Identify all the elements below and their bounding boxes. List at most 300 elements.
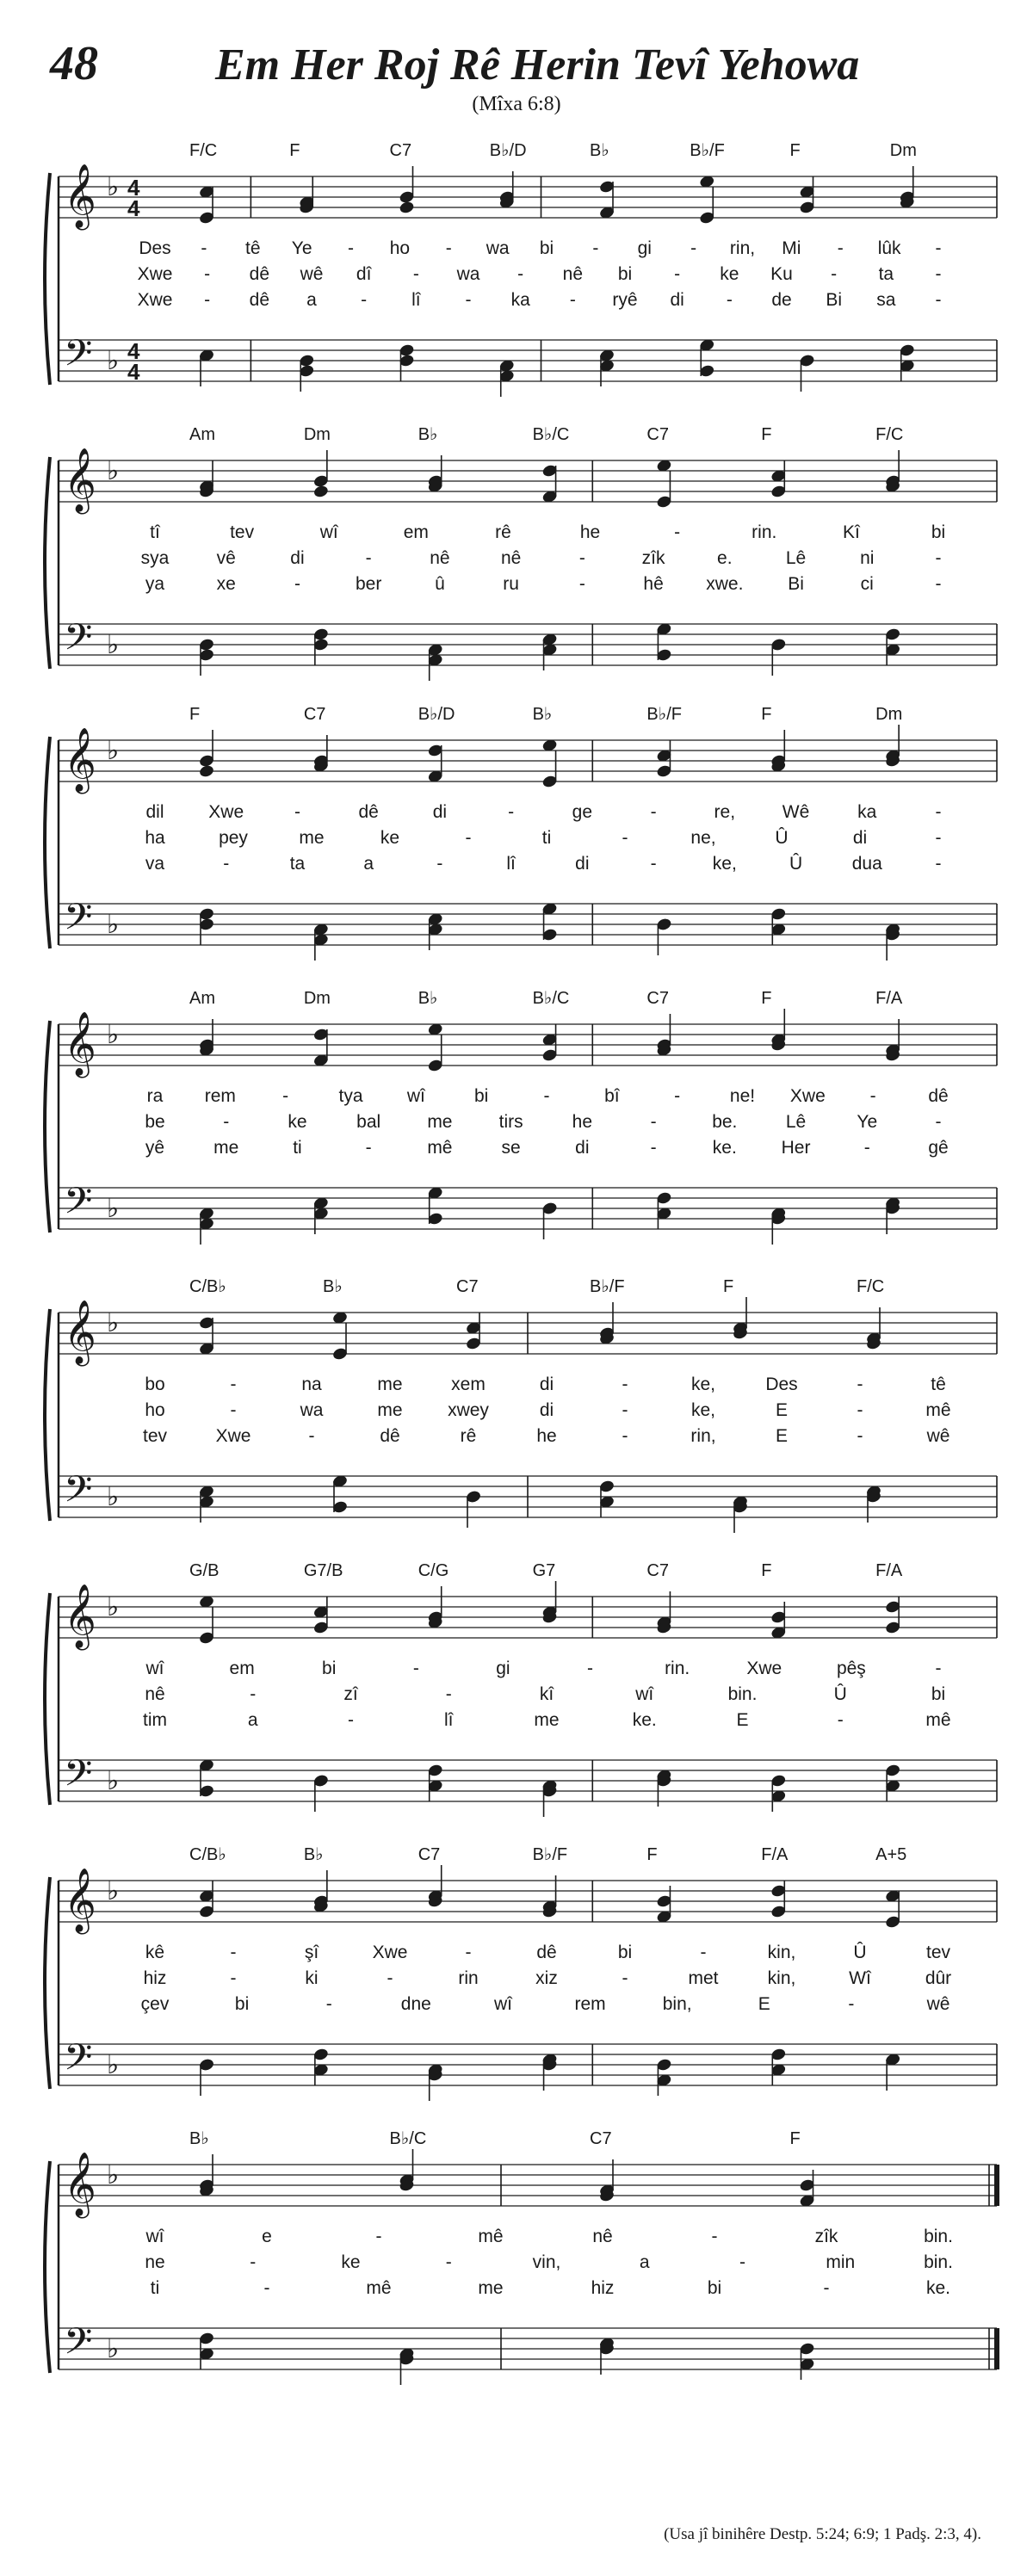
- chord-symbol: B♭/D: [489, 141, 527, 160]
- lyric-syllable-verse-2: ne: [145, 2252, 165, 2272]
- lyric-syllable-verse-1: -: [690, 238, 697, 258]
- lyric-syllable-verse-1: bî: [604, 1086, 620, 1106]
- lyric-syllable-verse-3: ti: [150, 2278, 160, 2298]
- chord-symbol: F: [761, 989, 772, 1008]
- treble-note-head: [312, 485, 329, 499]
- lyric-syllable-verse-2: a: [639, 2252, 650, 2272]
- chord-symbol: B♭/F: [532, 1845, 568, 1864]
- lyric-syllable-verse-2: Û: [833, 1684, 847, 1704]
- lyric-syllable-verse-3: -: [263, 2278, 270, 2298]
- lyric-syllable-verse-2: wa: [300, 1400, 324, 1420]
- chord-symbol: B♭/F: [590, 1277, 625, 1296]
- lyric-syllable-verse-2: bin.: [727, 1684, 758, 1704]
- lyric-syllable-verse-2: ha: [145, 828, 165, 848]
- lyric-syllable-verse-3: -: [837, 1710, 844, 1730]
- lyric-syllable-verse-2: tirs: [498, 1112, 523, 1132]
- lyric-syllable-verse-2: xwey: [448, 1400, 489, 1420]
- chord-symbol: G7: [532, 1561, 556, 1580]
- lyric-syllable-verse-3: -: [294, 574, 300, 594]
- key-signature-flat-icon: ♭: [107, 1483, 120, 1511]
- lyric-syllable-verse-1: ke,: [690, 1374, 716, 1394]
- lyric-syllable-verse-2: ke: [341, 2252, 361, 2272]
- chord-symbol: C7: [418, 1845, 441, 1864]
- key-signature-flat-icon: ♭: [107, 457, 120, 485]
- lyric-syllable-verse-3: dne: [400, 1994, 431, 2014]
- lyric-syllable-verse-1: lûk: [877, 238, 901, 258]
- lyric-syllable-verse-3: bi: [707, 2278, 722, 2298]
- lyric-syllable-verse-2: Lê: [785, 1112, 807, 1132]
- lyric-syllable-verse-2: ho: [145, 1400, 165, 1420]
- lyric-syllable-verse-2: vê: [216, 548, 236, 568]
- lyric-syllable-verse-1: bi: [322, 1659, 337, 1678]
- lyric-syllable-verse-2: hiz: [143, 1968, 167, 1988]
- lyric-syllable-verse-3: wê: [926, 1426, 950, 1446]
- system-7: [45, 1845, 997, 2101]
- chord-symbol: F: [761, 425, 772, 444]
- key-signature-flat-icon: ♭: [107, 2161, 120, 2190]
- lyric-syllable-verse-1: gi: [637, 238, 652, 258]
- key-signature-flat-icon: ♭: [107, 737, 120, 765]
- lyric-syllable-verse-2: -: [650, 1112, 657, 1132]
- lyric-syllable-verse-2: he: [572, 1112, 593, 1132]
- system-5: [45, 1277, 997, 1533]
- chord-symbol: C7: [590, 2129, 612, 2148]
- lyric-syllable-verse-3: ya: [145, 574, 165, 594]
- treble-clef-icon: 𝄞: [64, 1300, 96, 1362]
- chord-symbol: Dm: [303, 425, 331, 444]
- lyric-syllable-verse-3: xwe.: [706, 574, 744, 594]
- lyric-syllable-verse-1: -: [622, 1374, 628, 1394]
- lyric-syllable-verse-1: Û: [853, 1943, 867, 1962]
- chord-symbol: B♭: [323, 1277, 343, 1296]
- lyric-syllable-verse-2: me: [427, 1112, 453, 1132]
- lyric-syllable-verse-2: di: [539, 1400, 554, 1420]
- lyric-syllable-verse-1: ho: [389, 238, 411, 258]
- lyric-syllable-verse-1: bi: [473, 1086, 489, 1106]
- chord-symbol: B♭/F: [690, 141, 725, 160]
- lyric-syllable-verse-2: -: [445, 1684, 452, 1704]
- chord-symbol: C7: [303, 705, 326, 724]
- lyric-syllable-verse-3: E: [775, 1426, 789, 1446]
- system-6: [45, 1561, 997, 1817]
- lyric-syllable-verse-2: ke: [720, 264, 739, 284]
- lyric-syllable-verse-1: dê: [928, 1086, 949, 1106]
- lyric-syllable-verse-2: -: [230, 1968, 237, 1988]
- lyric-syllable-verse-3: rê: [460, 1426, 477, 1446]
- lyric-syllable-verse-2: me: [377, 1400, 403, 1420]
- key-signature-flat-icon: ♭: [107, 911, 120, 939]
- lyric-syllable-verse-3: ryê: [612, 290, 638, 310]
- lyric-syllable-verse-1: rem: [204, 1086, 236, 1106]
- lyric-syllable-verse-3: sa: [876, 290, 896, 310]
- lyric-syllable-verse-3: -: [935, 574, 942, 594]
- treble-note-head: [198, 764, 214, 779]
- lyric-syllable-verse-2: -: [935, 264, 942, 284]
- chord-symbol: F/C: [857, 1277, 885, 1296]
- lyric-syllable-verse-3: -: [365, 1138, 372, 1158]
- lyric-syllable-verse-3: çev: [140, 1994, 170, 2014]
- lyric-syllable-verse-1: Xwe: [208, 802, 244, 822]
- lyric-syllable-verse-1: dil: [145, 802, 164, 822]
- lyric-syllable-verse-2: be: [145, 1112, 165, 1132]
- lyric-syllable-verse-3: -: [465, 290, 472, 310]
- lyric-syllable-verse-3: dê: [249, 290, 270, 310]
- brace: [45, 737, 50, 948]
- chord-symbol: F/C: [189, 141, 218, 160]
- lyric-syllable-verse-2: nê: [562, 264, 584, 284]
- chord-symbol: B♭/C: [389, 2129, 427, 2148]
- lyric-syllable-verse-1: di: [539, 1374, 554, 1394]
- time-signature-bottom: 4: [127, 195, 140, 221]
- bass-clef-icon: 𝄢: [64, 1181, 93, 1231]
- lyric-syllable-verse-2: met: [688, 1968, 719, 1988]
- lyric-syllable-verse-3: bi: [234, 1994, 250, 2014]
- lyric-syllable-verse-2: ne,: [690, 828, 716, 848]
- footer-references: (Usa jî binihêre Destp. 5:24; 6:9; 1 Padş. 2:3, 4).: [664, 2525, 981, 2543]
- lyric-syllable-verse-1: dê: [536, 1943, 557, 1962]
- lyric-syllable-verse-3: Xwe: [215, 1426, 251, 1446]
- key-signature-flat-icon: ♭: [107, 1877, 120, 1906]
- lyric-syllable-verse-1: -: [674, 522, 681, 542]
- lyric-syllable-verse-1: -: [294, 802, 300, 822]
- lyric-syllable-verse-1: -: [935, 238, 942, 258]
- lyric-syllable-verse-2: -: [465, 828, 472, 848]
- lyric-syllable-verse-3: -: [935, 854, 942, 874]
- lyric-syllable-verse-1: şî: [304, 1943, 319, 1962]
- lyric-syllable-verse-2: ki: [305, 1968, 319, 1988]
- lyric-syllable-verse-3: a: [363, 854, 374, 874]
- time-signature-top: 4: [127, 175, 140, 201]
- lyric-syllable-verse-3: di: [575, 1138, 590, 1158]
- lyric-syllable-verse-2: kî: [539, 1684, 554, 1704]
- key-signature-flat-icon: ♭: [107, 173, 120, 201]
- treble-clef-icon: 𝄞: [64, 728, 96, 790]
- lyric-syllable-verse-2: Ku: [770, 264, 793, 284]
- lyric-syllable-verse-3: a: [306, 290, 317, 310]
- lyric-syllable-verse-3: dê: [380, 1426, 400, 1446]
- lyric-syllable-verse-3: ta: [289, 854, 306, 874]
- lyric-syllable-verse-3: -: [863, 1138, 870, 1158]
- lyric-syllable-verse-2: zîk: [641, 548, 665, 568]
- chord-symbol: F: [789, 2129, 801, 2148]
- bass-clef-icon: 𝄢: [64, 1469, 93, 1519]
- lyric-syllable-verse-2: ni: [860, 548, 875, 568]
- system-8: [45, 2129, 997, 2385]
- lyric-syllable-verse-2: e.: [717, 548, 733, 568]
- lyric-syllable-verse-1: -: [711, 2227, 718, 2246]
- lyric-syllable-verse-2: dûr: [925, 1968, 952, 1988]
- lyric-syllable-verse-1: Mi: [782, 238, 801, 258]
- system-2: [45, 425, 997, 681]
- lyric-syllable-verse-3: -: [857, 1426, 863, 1446]
- lyric-syllable-verse-3: û: [435, 574, 445, 594]
- chord-symbol: Dm: [303, 989, 331, 1008]
- lyric-syllable-verse-2: ta: [878, 264, 894, 284]
- lyric-syllable-verse-1: Xwe: [746, 1659, 782, 1678]
- lyric-syllable-verse-3: -: [204, 290, 211, 310]
- chord-symbol: F: [723, 1277, 734, 1296]
- lyric-syllable-verse-1: -: [375, 2227, 382, 2246]
- chord-symbol: F: [289, 141, 300, 160]
- treble-clef-icon: 𝄞: [64, 448, 96, 510]
- treble-note-head: [399, 201, 415, 215]
- brace: [45, 173, 50, 385]
- lyric-syllable-verse-2: bi: [617, 264, 633, 284]
- brace: [45, 1877, 50, 2089]
- chord-symbol: B♭: [189, 2129, 209, 2148]
- lyric-syllable-verse-3: me: [478, 2278, 504, 2298]
- lyric-syllable-verse-3: E: [758, 1994, 770, 2014]
- lyric-syllable-verse-3: ci: [860, 574, 874, 594]
- lyric-syllable-verse-3: -: [223, 854, 230, 874]
- brace: [45, 1593, 50, 1805]
- lyric-syllable-verse-1: xem: [451, 1374, 486, 1394]
- lyric-syllable-verse-2: xiz: [535, 1968, 558, 1988]
- lyric-syllable-verse-1: -: [445, 238, 452, 258]
- lyric-syllable-verse-3: -: [823, 2278, 830, 2298]
- lyric-syllable-verse-2: -: [831, 264, 838, 284]
- lyric-syllable-verse-3: ber: [356, 574, 382, 594]
- lyric-syllable-verse-3: -: [650, 854, 657, 874]
- chord-symbol: B♭/F: [646, 705, 682, 724]
- lyric-syllable-verse-1: Xwe: [789, 1086, 826, 1106]
- lyric-syllable-verse-3: -: [726, 290, 733, 310]
- lyric-syllable-verse-2: -: [445, 2252, 452, 2272]
- lyric-syllable-verse-2: Lê: [785, 548, 807, 568]
- lyric-syllable-verse-3: -: [325, 1994, 332, 2014]
- chord-symbol: B♭/C: [532, 425, 570, 444]
- lyric-syllable-verse-1: gi: [496, 1659, 510, 1678]
- lyric-syllable-verse-3: -: [348, 1710, 354, 1730]
- chord-symbol: C/G: [418, 1561, 449, 1580]
- lyric-syllable-verse-3: lî: [506, 854, 516, 874]
- lyric-syllable-verse-1: em: [403, 522, 429, 542]
- lyric-syllable-verse-1: -: [674, 1086, 681, 1106]
- chord-symbol: A+5: [875, 1845, 907, 1864]
- lyric-syllable-verse-3: -: [622, 1426, 628, 1446]
- treble-clef-icon: 𝄞: [64, 1869, 96, 1930]
- lyric-syllable-verse-1: di: [432, 802, 448, 822]
- bass-clef-icon: 𝄢: [64, 1753, 93, 1803]
- lyric-syllable-verse-2: -: [857, 1400, 863, 1420]
- lyric-syllable-verse-1: -: [508, 802, 515, 822]
- lyric-syllable-verse-2: ke: [380, 828, 400, 848]
- chord-symbol: Am: [189, 425, 215, 444]
- lyric-syllable-verse-1: -: [650, 802, 657, 822]
- lyric-syllable-verse-2: -: [412, 264, 419, 284]
- lyric-syllable-verse-3: ke.: [712, 1138, 737, 1158]
- lyric-syllable-verse-1: he: [579, 522, 601, 542]
- lyric-syllable-verse-1: wî: [319, 522, 338, 542]
- lyric-syllable-verse-2: bal: [356, 1112, 381, 1132]
- chord-symbol: F/A: [875, 1561, 903, 1580]
- lyric-syllable-verse-2: me: [299, 828, 325, 848]
- lyric-syllable-verse-1: ge: [572, 802, 593, 822]
- lyric-syllable-verse-1: wî: [145, 1659, 164, 1678]
- lyric-syllable-verse-1: -: [935, 802, 942, 822]
- lyric-syllable-verse-3: se: [501, 1138, 521, 1158]
- lyric-syllable-verse-1: tev: [230, 522, 255, 542]
- lyric-syllable-verse-3: lî: [444, 1710, 454, 1730]
- key-signature-flat-icon: ♭: [107, 2051, 120, 2079]
- lyric-syllable-verse-3: rem: [574, 1994, 606, 2014]
- chord-symbol: C/B♭: [189, 1277, 226, 1296]
- lyric-syllable-verse-3: lî: [411, 290, 421, 310]
- lyric-syllable-verse-3: tim: [143, 1710, 167, 1730]
- lyric-syllable-verse-3: mê: [427, 1138, 453, 1158]
- bass-clef-icon: 𝄢: [64, 617, 93, 667]
- lyric-syllable-verse-2: pey: [219, 828, 248, 848]
- lyric-syllable-verse-3: E: [736, 1710, 749, 1730]
- lyric-syllable-verse-3: Bi: [826, 290, 843, 310]
- lyric-syllable-verse-3: ka: [510, 290, 530, 310]
- key-signature-flat-icon: ♭: [107, 1309, 120, 1337]
- chord-symbol: F: [189, 705, 201, 724]
- lyric-syllable-verse-1: bi: [931, 522, 946, 542]
- song-number: 48: [50, 37, 98, 90]
- key-signature-flat-icon: ♭: [107, 2335, 120, 2363]
- lyric-syllable-verse-2: Û: [775, 828, 789, 848]
- lyric-syllable-verse-2: bi: [931, 1684, 946, 1704]
- lyric-syllable-verse-3: -: [650, 1138, 657, 1158]
- lyric-syllable-verse-3: ke,: [712, 854, 737, 874]
- lyric-syllable-verse-1: -: [935, 1659, 942, 1678]
- scripture-reference: (Mîxa 6:8): [472, 93, 561, 115]
- lyric-syllable-verse-3: hê: [643, 574, 664, 594]
- bass-clef-icon: 𝄢: [64, 2321, 93, 2371]
- lyric-syllable-verse-1: Wê: [782, 802, 810, 822]
- lyric-syllable-verse-1: dê: [358, 802, 379, 822]
- system-3: [45, 705, 997, 961]
- lyric-syllable-verse-1: bi: [539, 238, 554, 258]
- treble-clef-icon: 𝄞: [64, 164, 96, 226]
- lyric-syllable-verse-1: -: [700, 1943, 707, 1962]
- brace: [45, 1309, 50, 1521]
- lyric-syllable-verse-1: -: [201, 238, 207, 258]
- lyric-syllable-verse-3: tev: [142, 1426, 168, 1446]
- lyric-syllable-verse-1: ka: [857, 802, 877, 822]
- lyric-syllable-verse-2: min: [826, 2252, 856, 2272]
- lyric-syllable-verse-1: re,: [714, 802, 736, 822]
- chord-symbol: G/B: [189, 1561, 220, 1580]
- lyric-syllable-verse-1: rin,: [729, 238, 756, 258]
- lyric-syllable-verse-1: tev: [925, 1943, 951, 1962]
- chord-symbol: F/A: [875, 989, 903, 1008]
- lyric-syllable-verse-1: -: [282, 1086, 289, 1106]
- treble-clef-icon: 𝄞: [64, 2153, 96, 2215]
- lyric-syllable-verse-3: -: [308, 1426, 315, 1446]
- lyric-syllable-verse-1: ne!: [729, 1086, 756, 1106]
- lyric-syllable-verse-3: wê: [926, 1994, 950, 2014]
- lyric-syllable-verse-2: zî: [343, 1684, 358, 1704]
- chord-symbol: B♭: [590, 141, 609, 160]
- lyric-syllable-verse-1: bi: [617, 1943, 633, 1962]
- lyric-syllable-verse-3: -: [935, 290, 942, 310]
- lyric-syllable-verse-1: e: [262, 2227, 272, 2246]
- lyric-syllable-verse-2: mê: [925, 1400, 951, 1420]
- key-signature-flat-icon: ♭: [107, 1593, 120, 1622]
- chord-symbol: F: [646, 1845, 658, 1864]
- lyric-syllable-verse-1: -: [465, 1943, 472, 1962]
- lyric-syllable-verse-3: wî: [493, 1994, 512, 2014]
- lyric-syllable-verse-1: rin.: [752, 522, 777, 542]
- key-signature-flat-icon: ♭: [107, 631, 120, 659]
- lyric-syllable-verse-2: -: [578, 548, 585, 568]
- lyric-syllable-verse-2: -: [387, 1968, 393, 1988]
- lyric-syllable-verse-1: tî: [150, 522, 160, 542]
- lyric-syllable-verse-2: -: [935, 548, 942, 568]
- lyric-syllable-verse-2: -: [223, 1112, 230, 1132]
- lyric-syllable-verse-2: dî: [356, 264, 372, 284]
- lyric-syllable-verse-1: nê: [592, 2227, 613, 2246]
- lyric-syllable-verse-3: Her: [781, 1138, 811, 1158]
- lyric-syllable-verse-3: dua: [851, 854, 882, 874]
- lyric-syllable-verse-3: va: [145, 854, 165, 874]
- lyric-syllable-verse-1: ra: [146, 1086, 164, 1106]
- lyric-syllable-verse-3: Xwe: [137, 290, 173, 310]
- bass-clef-icon: 𝄢: [64, 897, 93, 947]
- lyric-syllable-verse-3: -: [436, 854, 443, 874]
- lyric-syllable-verse-2: rin: [458, 1968, 479, 1988]
- chord-symbol: Am: [189, 989, 215, 1008]
- key-signature-flat-icon: ♭: [107, 1767, 120, 1795]
- brace: [45, 2161, 50, 2373]
- lyric-syllable-verse-2: -: [250, 1684, 257, 1704]
- lyric-syllable-verse-1: Des: [765, 1374, 798, 1394]
- lyric-syllable-verse-2: -: [204, 264, 211, 284]
- lyric-syllable-verse-3: Bi: [788, 574, 804, 594]
- lyric-syllable-verse-1: na: [301, 1374, 322, 1394]
- chord-symbol: B♭: [303, 1845, 324, 1864]
- chord-symbol: B♭/D: [418, 705, 455, 724]
- key-signature-flat-icon: ♭: [107, 347, 120, 375]
- lyric-syllable-verse-1: Des: [139, 238, 171, 258]
- lyric-syllable-verse-1: tya: [338, 1086, 363, 1106]
- chord-symbol: B♭/C: [532, 989, 570, 1008]
- lyric-syllable-verse-1: wî: [145, 2227, 164, 2246]
- lyric-syllable-verse-2: kin,: [767, 1968, 796, 1988]
- song-title: Em Her Roj Rê Herin Tevî Yehowa: [215, 40, 860, 90]
- lyric-syllable-verse-3: ti: [293, 1138, 302, 1158]
- lyric-syllable-verse-3: a: [247, 1710, 258, 1730]
- lyric-syllable-verse-3: -: [361, 290, 368, 310]
- lyric-syllable-verse-2: di: [290, 548, 305, 568]
- chord-symbol: C7: [456, 1277, 479, 1296]
- lyric-syllable-verse-2: Wî: [849, 1968, 871, 1988]
- chord-symbol: F: [789, 141, 801, 160]
- lyric-syllable-verse-3: hiz: [591, 2278, 615, 2298]
- time-signature-top: 4: [127, 338, 140, 364]
- lyric-syllable-verse-1: bin.: [924, 2227, 953, 2246]
- brace: [45, 1021, 50, 1232]
- lyric-syllable-verse-1: wa: [486, 238, 510, 258]
- lyric-syllable-verse-3: di: [670, 290, 684, 310]
- lyric-syllable-verse-1: em: [229, 1659, 255, 1678]
- lyric-syllable-verse-1: -: [587, 1659, 594, 1678]
- chord-symbol: C7: [646, 425, 670, 444]
- lyric-syllable-verse-3: -: [569, 290, 576, 310]
- chord-symbol: C7: [389, 141, 412, 160]
- lyric-syllable-verse-2: -: [739, 2252, 745, 2272]
- lyric-syllable-verse-1: rê: [495, 522, 511, 542]
- lyric-syllable-verse-1: mê: [478, 2227, 504, 2246]
- brace: [45, 457, 50, 669]
- lyric-syllable-verse-1: tê: [244, 238, 261, 258]
- chord-symbol: B♭: [418, 989, 438, 1008]
- lyric-syllable-verse-2: be.: [712, 1112, 738, 1132]
- lyric-syllable-verse-2: -: [622, 1968, 628, 1988]
- chord-symbol: B♭: [532, 705, 553, 724]
